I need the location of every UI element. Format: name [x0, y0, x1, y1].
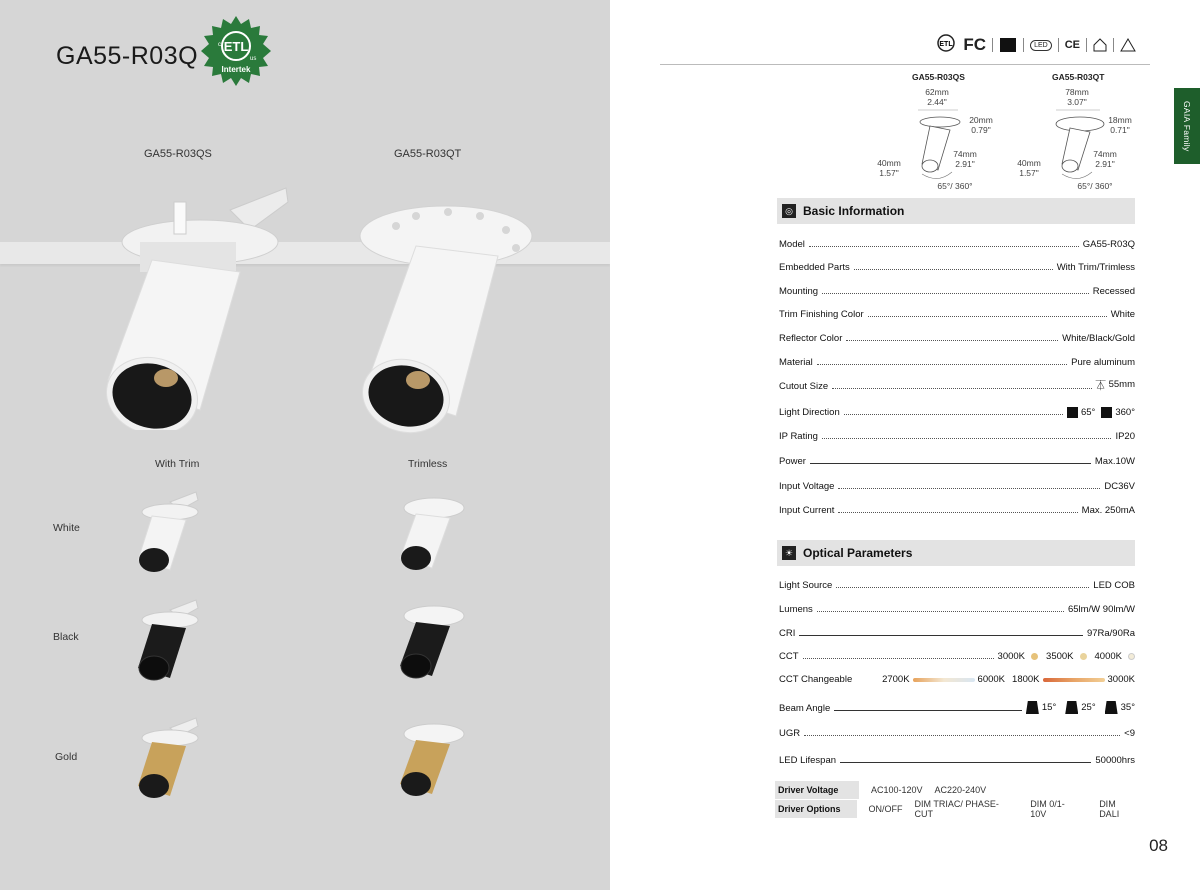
- lamp-black-with-trim: [130, 598, 210, 682]
- cct-3500k-dot: [1080, 653, 1087, 660]
- section-title: Optical Parameters: [803, 546, 913, 560]
- col-label-with-trim: With Trim: [155, 458, 200, 470]
- dim-qs-length: 74mm 2.91": [953, 149, 977, 169]
- spec-row-reflector-color: Reflector Color White/Black/Gold: [779, 333, 1135, 344]
- cert-divider: [1058, 38, 1059, 52]
- dim-title-qs: GA55-R03QS: [912, 72, 965, 82]
- cert-divider: [992, 38, 993, 52]
- col-label-trimless: Trimless: [408, 458, 448, 470]
- dim-qt-height: 40mm 1.57": [1017, 158, 1041, 178]
- spec-row-model: Model GA55-R03Q: [779, 239, 1135, 250]
- spec-row-input-current: Input Current Max. 250mA: [779, 505, 1135, 516]
- spec-row-lumens: Lumens 65lm/W 90lm/W: [779, 604, 1135, 615]
- spec-row-cri: CRI 97Ra/90Ra: [779, 628, 1135, 639]
- section-basic-information: [777, 198, 1135, 224]
- ce-cert-icon: CE: [1064, 39, 1080, 51]
- dim-qs-top: 62mm 2.44": [925, 87, 949, 107]
- indoor-icon: [1093, 38, 1107, 52]
- no-cover-icon: [1120, 38, 1136, 52]
- sun-icon: ☀: [782, 546, 796, 560]
- dim-drawing-qs: [908, 108, 968, 182]
- cert-divider: [1113, 38, 1114, 52]
- intertek-cert-icon: [935, 34, 957, 56]
- model-title: GA55-R03Q: [56, 42, 199, 70]
- etl-intertek-seal-icon: [201, 16, 271, 86]
- spec-row-input-voltage: Input Voltage DC36V: [779, 481, 1135, 492]
- cct-gradient-bar-cool: [913, 678, 975, 682]
- dim-qt-top: 78mm 3.07": [1065, 87, 1089, 107]
- variant-label-qt: GA55-R03QT: [394, 148, 462, 160]
- spec-row-material: Material Pure aluminum: [779, 357, 1135, 368]
- dim-title-qt: GA55-R03QT: [1052, 72, 1105, 82]
- dim-qt-length: 74mm 2.91": [1093, 149, 1117, 169]
- spec-row-beam-angle: Beam Angle 15° 25° 35°: [779, 702, 1135, 714]
- spec-row-light-direction: Light Direction 65° 360°: [779, 407, 1135, 418]
- section-optical-parameters: [777, 540, 1135, 566]
- certification-row: [935, 34, 1136, 56]
- dim-qt-angle: 65°/ 360°: [1077, 181, 1113, 191]
- dim-qs-height: 40mm 1.57": [877, 158, 901, 178]
- lamp-black-trimless: [390, 598, 470, 682]
- lamp-gold-trimless: [390, 716, 470, 800]
- seal-us: us: [250, 56, 257, 62]
- tilt-icon: [1067, 407, 1078, 418]
- spec-row-cct-changeable: CCT Changeable 2700K 6000K 1800K 3000K: [779, 674, 1135, 685]
- cct-4000k-dot: [1128, 653, 1135, 660]
- rotate-icon: [1101, 407, 1112, 418]
- seal-c: c: [218, 42, 221, 48]
- row-label-white: White: [53, 522, 80, 534]
- spec-row-ugr: UGR <9: [779, 728, 1135, 739]
- svg-text:ETL: ETL: [223, 39, 249, 54]
- cct-3000k-dot: [1031, 653, 1038, 660]
- dim-drawing-qt: [1048, 108, 1108, 182]
- lamp-gold-with-trim: [130, 716, 210, 800]
- lamp-qt-large: [356, 196, 556, 436]
- beam-35-icon: [1105, 701, 1118, 714]
- cert-divider: [1023, 38, 1024, 52]
- row-label-gold: Gold: [55, 751, 78, 763]
- spec-row-light-source: Light Source LED COB: [779, 580, 1135, 591]
- spec-row-cutout-size: Cutout Size ⏄ 55mm: [779, 379, 1135, 392]
- led-cert-icon: LED: [1030, 40, 1052, 51]
- spec-row-trim-finishing-color: Trim Finishing Color White: [779, 309, 1135, 320]
- driver-options-row: Driver Options ON/OFF DIM TRIAC/ PHASE-CUT DIM 0/1-10V DIM DALI: [775, 800, 1137, 818]
- side-tab-gaia-family: GAIA Family: [1174, 88, 1200, 164]
- spec-row-power: Power Max.10W: [779, 456, 1135, 467]
- cert-divider: [1086, 38, 1087, 52]
- beam-25-icon: [1065, 701, 1078, 714]
- spec-row-mounting: Mounting Recessed: [779, 286, 1135, 297]
- page-number: 08: [1149, 836, 1168, 855]
- svg-text:ETL: ETL: [939, 41, 954, 48]
- dim-qs-side: 20mm 0.79": [969, 115, 993, 135]
- cct-gradient-bar-warm: [1043, 678, 1105, 682]
- spec-row-cct: CCT 3000K 3500K 4000K: [779, 646, 1135, 662]
- cutout-icon: ⏄: [1095, 381, 1106, 392]
- dim-qs-angle: 65°/ 360°: [937, 181, 973, 191]
- dimmer-icon: [999, 37, 1017, 53]
- section-title: Basic Information: [803, 204, 905, 218]
- row-label-black: Black: [53, 631, 79, 643]
- seal-intertek: Intertek: [221, 65, 251, 74]
- driver-voltage-row: Driver Voltage AC100-120V AC220-240V: [775, 781, 1137, 799]
- header-rule: [660, 64, 1150, 65]
- dim-qt-side: 18mm 0.71": [1108, 115, 1132, 135]
- spec-row-embedded-parts: Embedded Parts With Trim/Trimless: [779, 262, 1135, 273]
- lamp-white-with-trim: [130, 490, 210, 574]
- spec-page: [610, 0, 1200, 890]
- spec-row-ip-rating: IP Rating IP20: [779, 431, 1135, 442]
- info-icon: ◎: [782, 204, 796, 218]
- lamp-qs-large: [100, 180, 300, 430]
- fc-cert-icon: FC: [963, 35, 987, 54]
- spec-row-led-lifespan: LED Lifespan 50000hrs: [779, 755, 1135, 766]
- beam-15-icon: [1026, 701, 1039, 714]
- lamp-white-trimless: [390, 490, 470, 574]
- variant-label-qs: GA55-R03QS: [144, 148, 212, 160]
